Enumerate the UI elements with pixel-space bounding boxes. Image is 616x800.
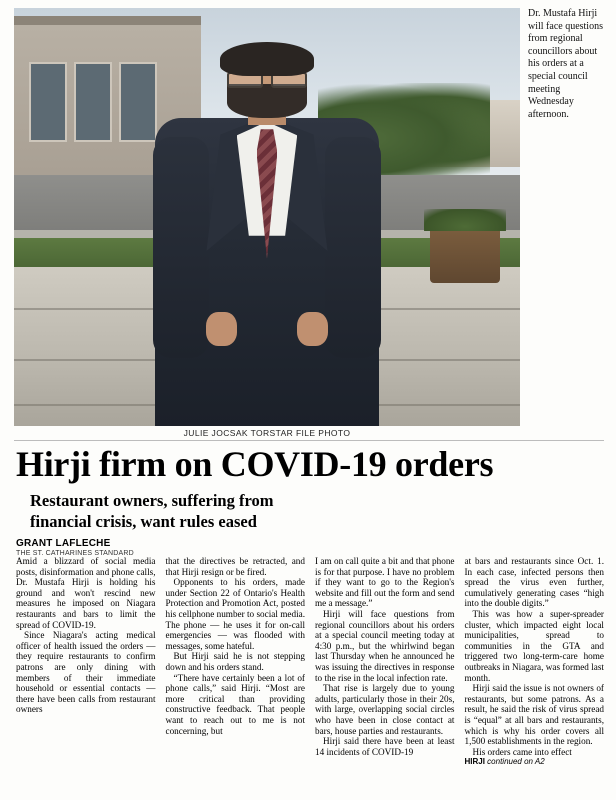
photo-hand-left	[206, 312, 236, 346]
paragraph: Amid a blizzard of social media posts, disinformation and phone calls, Dr. Mustafa Hirji is holding his ground and won't rescind new measures he imposed on Niagara restaurants and bars to limit the spread of COVID-19.	[16, 556, 156, 630]
page-title: Hirji firm on COVID-19 orders	[16, 444, 494, 484]
article-column-3	[315, 556, 455, 794]
article-subhead: Restaurant owners, suffering from financial crisis, want rules eased	[30, 491, 274, 531]
photo-window	[29, 62, 67, 143]
photo-planter	[430, 225, 500, 283]
photo-credit: JULIE JOCSAK TORSTAR FILE PHOTO	[183, 428, 351, 438]
paragraph: that the directives be retracted, and that Hirji resign or be fired.	[165, 556, 305, 577]
header-divider	[14, 440, 604, 441]
article-column-1	[16, 556, 156, 794]
photo-beard	[227, 84, 306, 118]
article-body	[16, 556, 604, 794]
paragraph: I am on call quite a bit and that phone is for that purpose. I have no problem if they want to go to the Region's website and fill out the form and send me a message.”	[315, 556, 455, 609]
paragraph: This was how a super-spreader cluster, which impacted eight local municipalities, spread to communities in the GTA and triggered two long-term-care home outbreaks in Niagara, was formed last month.	[464, 608, 604, 683]
photo-arm-left	[153, 137, 209, 358]
byline-organization: THE ST. CATHARINES STANDARD	[16, 550, 134, 557]
paragraph: Since Niagara's acting medical officer of health issued the orders — they require restaurants to confirm patrons are only dining with members of their immediate household or essential contacts — there have been calls from restaurant owners	[16, 630, 156, 715]
continuation-label: HIRJI	[464, 757, 485, 767]
byline-author: GRANT LAFLECHE	[16, 538, 111, 549]
photo-window	[74, 62, 112, 143]
continuation-note	[465, 757, 605, 768]
article-column-4	[465, 556, 605, 794]
photo-hair	[220, 42, 313, 76]
paragraph: That rise is largely due to young adults, particularly those in their 20s, with large, overlapping social circles who have been in close contact at bars, house parties and restaurants.	[315, 683, 455, 736]
photo-caption: Dr. Mustafa Hirji will face questions from regional councillors about his orders at a special council meeting Wednesday afternoon.	[528, 8, 603, 120]
photo-arm-right	[325, 137, 381, 358]
article-photo	[14, 8, 520, 426]
paragraph: Hirji said there have been at least 14 incidents of COVID-19	[315, 736, 455, 757]
continuation-text: continued on A2	[484, 757, 545, 767]
paragraph: Hirji will face questions from regional councillors about his orders at a special council meeting today at 4:30 p.m., but the whirlwind began last Thursday when he announced he was issuing the directives in response to the rise in the local infection rate.	[315, 608, 455, 683]
paragraph: Opponents to his orders, made under Section 22 of Ontario's Health Protection and Promotion Act, posted his cellphone number to social media. The phone — he uses it for on-call emergencies — was flooded with messages, some hateful.	[165, 577, 305, 651]
paragraph: Hirji said the issue is not owners of restaurants, but some patrons. As a result, he said the risk of virus spread is “equal” at all bars and restaurants, which is why his order covers all 1,500 establishments in the region.	[464, 683, 604, 747]
paragraph: “There have certainly been a lot of phone calls,” said Hirji. “Most are more critical than providing constructive feedback. That people want to reach out to me is not concerning, but	[165, 672, 305, 736]
byline	[16, 538, 156, 557]
photo-hand-right	[297, 312, 327, 346]
photo-subject-person	[151, 46, 384, 426]
paragraph: But Hirji said he is not stepping down and his orders stand.	[165, 651, 305, 672]
article-column-2	[166, 556, 306, 794]
paragraph: at bars and restaurants since Oct. 1. In each case, infected persons then spread the virus even further, cumulatively generating cases “high into the double digits.”	[464, 556, 604, 609]
paragraph: His orders came into effect	[472, 746, 572, 757]
